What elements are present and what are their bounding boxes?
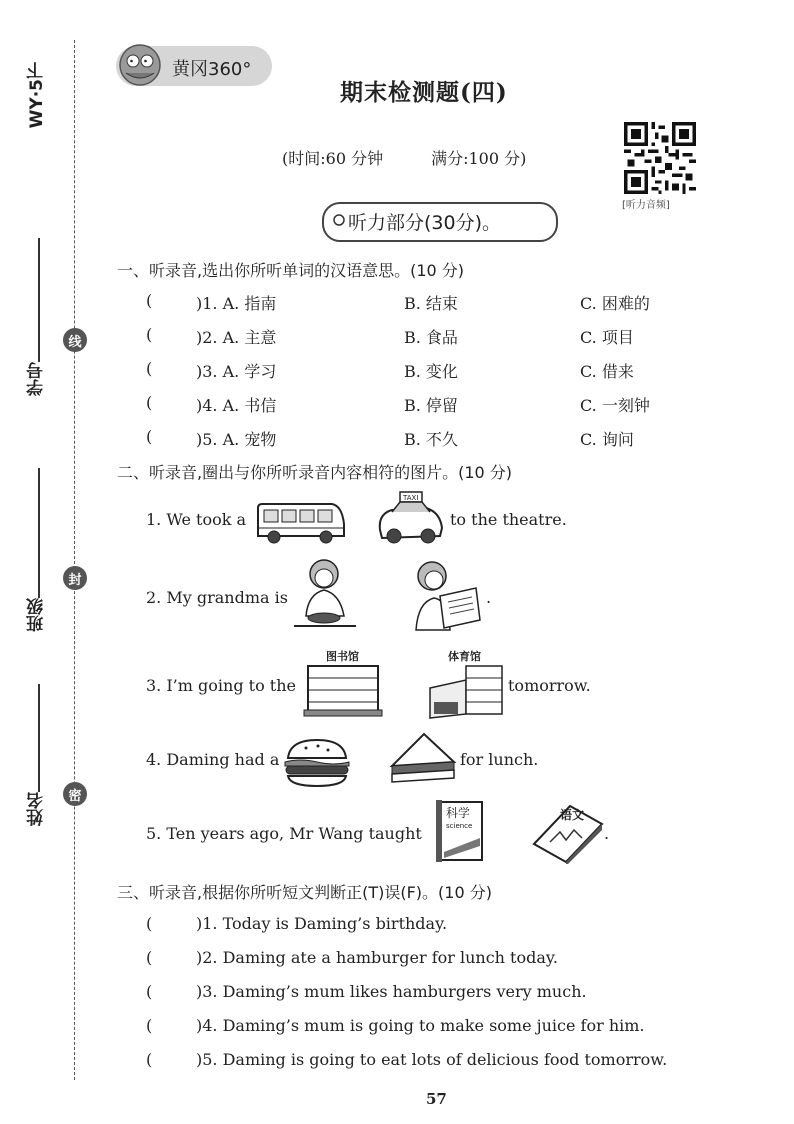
listening-banner-text: 听力部分(30分)。	[348, 212, 502, 234]
s3-statement-5: )5. Daming is going to eat lots of delicious food tomorrow.	[196, 1050, 668, 1069]
option-c: C. 借来	[580, 362, 634, 381]
s2-q5-suffix: .	[604, 824, 610, 843]
seal-bottom: 密	[63, 782, 87, 806]
option-a: )2. A. 主意	[196, 328, 277, 347]
option-c: C. 一刻钟	[580, 396, 650, 415]
s2-q1-prefix: 1. We took a	[146, 510, 247, 529]
answer-paren[interactable]: (	[146, 359, 153, 378]
option-a: )4. A. 书信	[196, 396, 277, 415]
s2-q3-suffix: tomorrow.	[508, 676, 591, 695]
s3-statement-4: )4. Daming’s mum is going to make some juice for him.	[196, 1016, 645, 1035]
answer-paren[interactable]: (	[146, 1050, 153, 1069]
taxi-sign-label: TAXI	[403, 494, 419, 502]
s2-q4-prefix: 4. Daming had a	[146, 750, 280, 769]
option-a: )1. A. 指南	[196, 294, 277, 313]
option-b: B. 变化	[404, 362, 458, 381]
grandma-cooking-icon[interactable]	[292, 556, 358, 634]
option-a: )3. A. 学习	[196, 362, 277, 381]
name-line	[38, 684, 40, 792]
s2-q1-suffix: to the theatre.	[450, 510, 567, 529]
brand-name: 黄冈360°	[172, 59, 252, 80]
answer-paren[interactable]: (	[146, 1016, 153, 1035]
s2-q5-prefix: 5. Ten years ago, Mr Wang taught	[146, 824, 422, 843]
answer-paren[interactable]: (	[146, 948, 153, 967]
answer-paren[interactable]: (	[146, 427, 153, 446]
answer-paren[interactable]: (	[146, 982, 153, 1001]
s2-q3-prefix: 3. I’m going to the	[146, 676, 296, 695]
binding-dotted-line	[74, 40, 75, 1080]
library-sign: 图书馆	[326, 650, 359, 663]
gym-sign: 体育馆	[448, 650, 481, 663]
option-c: C. 询问	[580, 430, 634, 449]
s2-q4-suffix: for lunch.	[460, 750, 539, 769]
option-c: C. 项目	[580, 328, 634, 347]
gym-building-icon[interactable]	[426, 662, 506, 720]
exam-info	[282, 146, 574, 169]
section1-title: 一、听录音,选出你所听单词的汉语意思。(10 分)	[117, 261, 465, 280]
option-c: C. 困难的	[580, 294, 650, 313]
qr-caption: [听力音频]	[622, 200, 670, 211]
answer-paren[interactable]: (	[146, 325, 153, 344]
student-id-label: 学号	[27, 362, 47, 396]
name-label: 姓名	[27, 792, 47, 826]
seal-top: 线	[63, 328, 87, 352]
section3-title: 三、听录音,根据你所听短文判断正(T)误(F)。(10 分)	[117, 883, 492, 902]
section2-title: 二、听录音,圈出与你所听录音内容相符的图片。(10 分)	[117, 463, 513, 482]
s2-q2-prefix: 2. My grandma is	[146, 588, 288, 607]
answer-paren[interactable]: (	[146, 291, 153, 310]
answer-paren[interactable]: (	[146, 914, 153, 933]
full-score: 满分:100 分)	[431, 149, 527, 168]
science-book-subtitle: science	[446, 822, 473, 830]
banner-ornament-icon	[332, 213, 346, 227]
science-book-title: 科学	[446, 806, 471, 820]
option-a: )5. A. 宠物	[196, 430, 277, 449]
s3-statement-1: )1. Today is Daming’s birthday.	[196, 914, 448, 933]
seal-middle: 封	[63, 566, 87, 590]
library-building-icon[interactable]	[302, 664, 384, 718]
chinese-book-title: 语文	[560, 808, 585, 822]
option-b: B. 食品	[404, 328, 458, 347]
page-number: 57	[426, 1090, 447, 1108]
s3-statement-3: )3. Daming’s mum likes hamburgers very much.	[196, 982, 587, 1001]
class-label: 班级	[27, 598, 47, 632]
option-b: B. 不久	[404, 430, 458, 449]
qr-code-icon[interactable]	[624, 122, 696, 194]
brand-logo-icon	[118, 43, 162, 87]
answer-paren[interactable]: (	[146, 393, 153, 412]
time-limit: (时间:60 分钟	[282, 149, 384, 168]
hamburger-icon[interactable]	[282, 738, 352, 788]
class-line	[38, 468, 40, 598]
grandma-reading-icon[interactable]	[410, 556, 488, 632]
sandwich-icon[interactable]	[388, 732, 458, 784]
series-label: WY·5下	[27, 62, 47, 129]
bus-icon[interactable]	[254, 500, 346, 546]
s3-statement-2: )2. Daming ate a hamburger for lunch today.	[196, 948, 558, 967]
page-title: 期末检测题(四)	[340, 79, 508, 106]
option-b: B. 结束	[404, 294, 458, 313]
option-b: B. 停留	[404, 396, 458, 415]
student-id-line	[38, 238, 40, 362]
s2-q2-suffix: .	[486, 588, 492, 607]
